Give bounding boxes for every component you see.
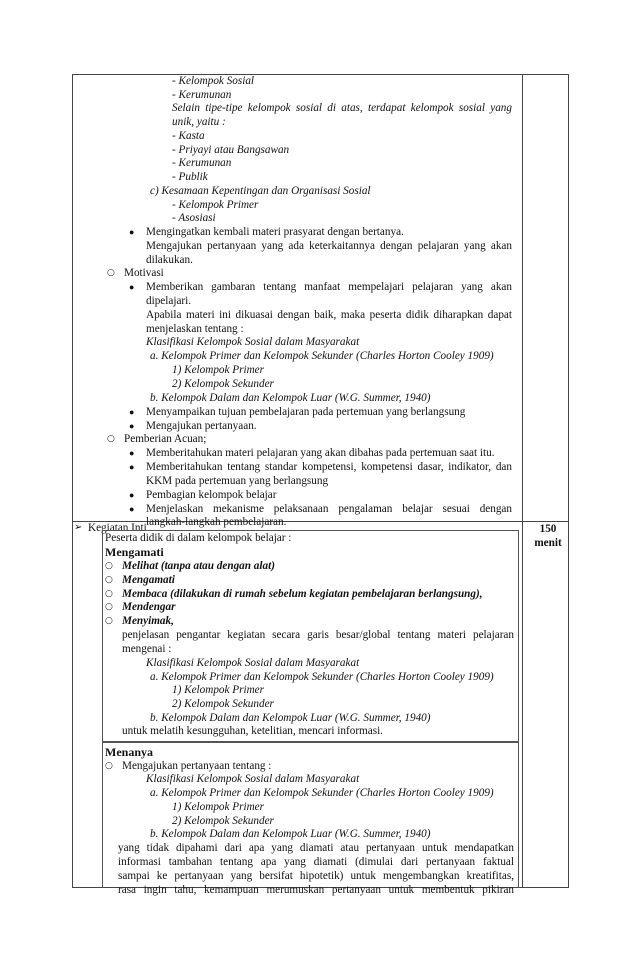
text-line: c) Kesamaan Kepentingan dan Organisasi Sosial (150, 185, 371, 197)
text-line: Mengajukan pertanyaan tentang : (122, 760, 272, 772)
text-line: Mendengar (122, 601, 176, 613)
text-line: - Kelompok Primer (172, 199, 259, 211)
duration-value: 150 (539, 523, 557, 535)
text-line: yang tidak dipahami dari apa yang diamati atau pertanyaan untuk mendapatkan (118, 842, 514, 854)
text-line: - Kasta (172, 130, 205, 142)
section-label: Motivasi (124, 267, 164, 279)
section-label: Pemberian Acuan; (124, 433, 207, 445)
column-divider (522, 75, 523, 887)
circle-bullet-icon: ○ (105, 589, 113, 599)
text-line: 1) Kelompok Primer (172, 364, 264, 376)
text-line: Klasifikasi Kelompok Sosial dalam Masyarakat (146, 336, 360, 348)
text-line: - Kerumunan (172, 157, 232, 169)
text-line: a. Kelompok Primer dan Kelompok Sekunder (Charles Horton Cooley 1909) (150, 787, 494, 799)
text-line: dipelajari. (146, 295, 192, 307)
bullet-icon: ● (129, 421, 135, 431)
circle-bullet-icon: ○ (105, 561, 113, 571)
text-line: Pembagian kelompok belajar (146, 489, 277, 501)
text-line: sampai ke pertanyaan yang bersifat hipotetik) untuk mengembangkan kreatifitas, (118, 870, 514, 882)
bullet-icon: ● (129, 490, 135, 500)
text-line: 2) Kelompok Sekunder (172, 378, 274, 390)
text-line: mengenai : (122, 643, 172, 655)
text-line: KKM pada pertemuan yang berlangsung (146, 475, 329, 487)
circle-bullet-icon: ○ (107, 268, 115, 278)
text-line: Menyampaikan tujuan pembelajaran pada pertemuan yang berlangsung (146, 406, 466, 418)
text-line: Peserta didik di dalam kelompok belajar : (105, 532, 292, 544)
text-line: Mengajukan pertanyaan yang ada keterkaitannya dengan pelajaran yang akan (146, 240, 512, 252)
text-line: Membaca (dilakukan di rumah sebelum kegiatan pembelajaran berlangsung), (122, 588, 483, 600)
text-line: b. Kelompok Dalam dan Kelompok Luar (W.G. Summer, 1940) (150, 712, 431, 724)
text-line: 2) Kelompok Sekunder (172, 698, 274, 710)
text-line: untuk melatih kesungguhan, ketelitian, mencari informasi. (122, 725, 383, 737)
text-line: Klasifikasi Kelompok Sosial dalam Masyarakat (146, 657, 360, 669)
bullet-icon: ● (129, 448, 135, 458)
text-line: b. Kelompok Dalam dan Kelompok Luar (W.G. Summer, 1940) (150, 392, 431, 404)
text-line: unik, yaitu : (172, 116, 226, 128)
circle-bullet-icon: ○ (105, 575, 113, 585)
text-line: Memberitahukan tentang standar kompetensi, kompetensi dasar, indikator, dan (146, 461, 512, 473)
bullet-icon: ● (129, 504, 135, 514)
circle-bullet-icon: ○ (105, 616, 113, 626)
text-line: Menjelaskan mekanisme pelaksanaan pengalaman belajar sesuai dengan (146, 503, 512, 515)
text-line: 1) Kelompok Primer (172, 801, 264, 813)
bullet-icon: ● (129, 227, 135, 237)
text-line: - Publik (172, 171, 208, 183)
text-line: dilakukan. (146, 254, 193, 266)
bullet-icon: ● (129, 282, 135, 292)
mengamati-heading: Mengamati (105, 545, 164, 559)
text-line: langkah-langkah pembelajaran. (146, 516, 287, 528)
text-line: 2) Kelompok Sekunder (172, 815, 274, 827)
text-line: Mengamati (122, 574, 175, 586)
text-line: Selain tipe-tipe kelompok sosial di atas, terdapat kelompok sosial yang (172, 102, 512, 114)
bullet-icon: ● (129, 462, 135, 472)
text-line: b. Kelompok Dalam dan Kelompok Luar (W.G. Summer, 1940) (150, 828, 431, 840)
circle-bullet-icon: ○ (105, 602, 113, 612)
arrow-bullet-icon: ➢ (74, 522, 83, 533)
circle-bullet-icon: ○ (107, 434, 115, 444)
text-line: - Asosiasi (172, 212, 216, 224)
text-line: rasa ingin tahu, kemampuan merumuskan pertanyaan untuk membentuk pikiran (118, 884, 514, 896)
text-line: Mengajukan pertanyaan. (146, 420, 257, 432)
text-line: Apabila materi ini dikuasai dengan baik, maka peserta didik diharapkan dapat (146, 309, 512, 321)
text-line: Melihat (tanpa atau dengan alat) (122, 560, 275, 572)
text-line: - Kelompok Sosial (172, 75, 255, 87)
circle-bullet-icon: ○ (105, 761, 113, 771)
text-line: Memberikan gambaran tentang manfaat mempelajari pelajaran yang akan (146, 281, 512, 293)
text-line: informasi tambahan tentang apa yang diamati (dimulai dari pertanyaan faktual (118, 856, 514, 868)
section-label: Kegiatan Inti (88, 522, 147, 534)
menanya-heading: Menanya (105, 745, 153, 759)
duration-unit: menit (534, 537, 562, 549)
text-line: - Priyayi atau Bangsawan (172, 144, 290, 156)
text-line: 1) Kelompok Primer (172, 684, 264, 696)
text-line: Memberitahukan materi pelajaran yang akan dibahas pada pertemuan saat itu. (146, 447, 495, 459)
bullet-icon: ● (129, 407, 135, 417)
text-line: penjelasan pengantar kegiatan secara garis besar/global tentang materi pelajaran (122, 629, 514, 641)
text-line: Klasifikasi Kelompok Sosial dalam Masyarakat (146, 773, 360, 785)
text-line: Mengingatkan kembali materi prasyarat dengan bertanya. (146, 226, 404, 238)
text-line: a. Kelompok Primer dan Kelompok Sekunder (Charles Horton Cooley 1909) (150, 350, 494, 362)
text-line: Menyimak, (122, 615, 174, 627)
text-line: a. Kelompok Primer dan Kelompok Sekunder (Charles Horton Cooley 1909) (150, 671, 494, 683)
text-line: menjelaskan tentang : (146, 323, 244, 335)
text-line: - Kerumunan (172, 89, 232, 101)
